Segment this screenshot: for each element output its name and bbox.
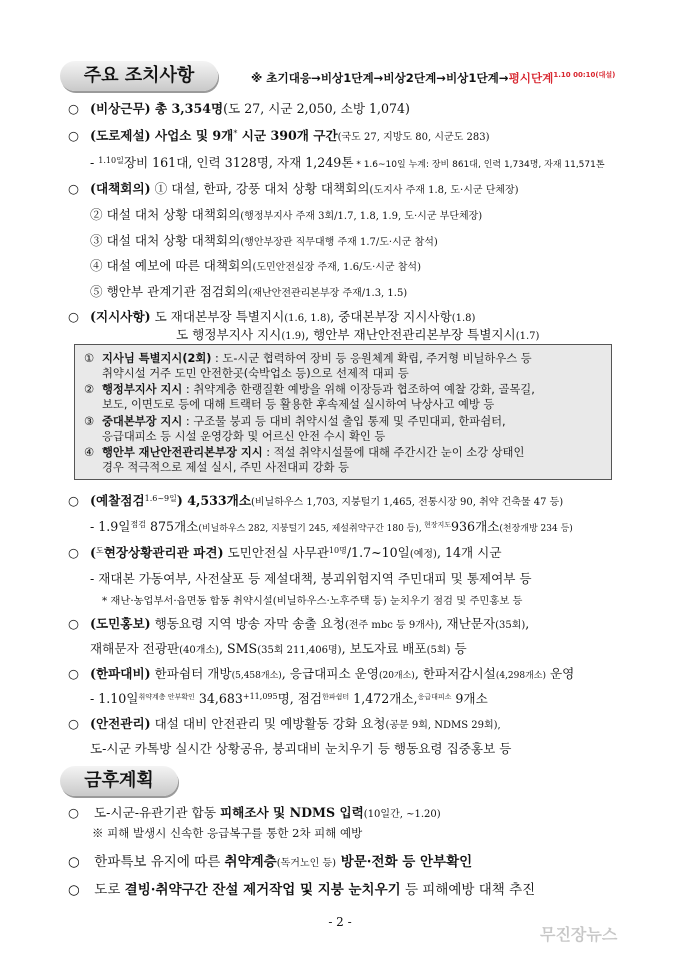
item-emergency-duty: ○ (비상근무) 총 3,354명(도 27, 시군 2,050, 소방 1,074): [68, 101, 410, 116]
field-note: * 재난·농업부서·읍면동 합동 취약시설(비닐하우스·노후주택 등) 눈치우기 점검 및 주민홍보 등: [102, 595, 523, 607]
box-item-1: ① 지사님 특별지시(2회) : 도-시군 협력하여 장비 등 응원체계 확립, 주거형 비닐하우스 등: [84, 352, 532, 365]
box-item-3: ③ 중대본부장 지시 : 구조물 붕괴 등 대비 취약시설 출입 통제 및 주민대피, 한파쉼터,: [84, 415, 506, 428]
item-safety-management: ○ (안전관리) 대설 대비 안전관리 및 예방활동 강화 요청(공문 9회, NDMS 29회),: [68, 716, 501, 731]
box-item-1-cont: 취약시설 거주 도민 안전한곳(숙박업소 등)으로 선제적 대피 등: [102, 367, 409, 380]
item-cold-wave-prep: ○ (한파대비) 한파쉼터 개방(5,458개소), 응급대피소 운영(20개소), 한파저감시설(4,298개소) 운영: [68, 666, 575, 681]
page-number: - 2 -: [328, 915, 352, 929]
meeting-4: ④ 대설 예보에 따른 대책회의(도민안전실장 주재, 1.6/도·시군 참석): [90, 258, 421, 273]
item-patrol-inspection: ○ (예찰점검$^{1.6\sim 9일}$) 4,533개소(비닐하우스 1,703, 지붕털기 1,465, 전통시장 90, 취약 건축물 47 등): [68, 493, 564, 508]
section-title-future-plans: 금후계획: [60, 766, 178, 796]
item-public-promotion: ○ (도민홍보) 행동요령 지역 방송 자막 송출 요청(전주 mbc 등 9개사), 재난문자(35회),: [68, 616, 530, 631]
stage-legend: [251, 70, 615, 86]
item-field-officer-dispatch: ○ ($^도$현장상황관리관 파견) 도민안전실 사무관$^{10명}$/1.7~10일(예정), 14개 시군: [68, 545, 502, 560]
snow-removal-detail: - $^{1.10일}$장비 161대, 인력 3128명, 자재 1,249톤 * 1.6~10일 누계: 장비 861대, 인력 1,734명, 자재 11,571톤: [90, 155, 605, 170]
watermark: 무진장뉴스: [540, 925, 618, 944]
legend-date: 1.10 00:10(대설): [553, 71, 616, 80]
legend-prefix: ※ 초기대응→비상1단계→비상2단계→비상1단계→: [251, 71, 509, 85]
meeting-2: ② 대설 대처 상황 대책회의(행정부지사 주재 3회/1.7, 1.8, 1.9, 도·시군 부단체장): [90, 207, 483, 222]
item-instructions: ○ (지시사항) 도 재대본부장 특별지시(1.6, 1.8), 중대본부장 지시사항(1.8): [68, 309, 476, 324]
item-road-snow-removal: ○ (도로제설) 사업소 및 9개* 시군 390개 구간(국도 27, 지방도 80, 시군도 283): [68, 128, 490, 143]
item-countermeasure-meeting: ○ (대책회의) ① 대설, 한파, 강풍 대처 상황 대책회의(도지사 주재 1.8, 도·시군 단체장): [68, 181, 519, 196]
box-item-4-cont: 경우 적극적으로 제설 실시, 주민 사전대피 강화 등: [102, 461, 349, 474]
box-item-4: ④ 행안부 재난안전관리본부장 지시 : 적설 취약시설물에 대해 주간시간 눈이 소강 상태인: [84, 446, 525, 459]
field-detail: - 재대본 가동여부, 사전살포 등 제설대책, 붕괴위험지역 주민대피 및 통제여부 등: [90, 571, 532, 586]
promotion-line2: 재해문자 전광판(40개소), SMS(35회 211,406명), 보도자료 배포(5회) 등: [90, 641, 467, 656]
box-item-2-cont: 보도, 이면도로 등에 대해 트랙터 등 활용한 후속제설 실시하여 낙상사고 예방 등: [102, 398, 495, 411]
meeting-5: ⑤ 행안부 관계기관 점검회의(재난안전관리본부장 주재/1.3, 1.5): [90, 284, 408, 299]
plan-item-vulnerable-check: ○ 한파특보 유지에 따른 취약계층(독거노인 등) 방문·전화 등 안부확인: [68, 854, 473, 870]
plan-item-damage-survey: ○ 도-시군-유관기관 합동 피해조사 및 NDMS 입력(10일간, ~1.20): [68, 805, 441, 820]
meeting-3: ③ 대설 대처 상황 대책회의(행안부장관 직무대행 주재 1.7/도·시군 참석): [90, 233, 438, 248]
instructions-line2: 도 행정부지사 지시(1.9), 행안부 재난안전관리본부장 특별지시(1.7): [176, 327, 540, 342]
patrol-detail: - 1.9일$^{점검}$ 875개소(비닐하우스 282, 지붕털기 245, 제설취약구간 180 등), $^{현장지도}$936개소(천장개방 234 등): [90, 519, 573, 534]
box-item-2: ② 행정부지사 지시 : 취약계층 한랭질환 예방을 위해 이장등과 협조하여 예찰 강화, 골목길,: [84, 383, 535, 396]
safety-line2: 도-시군 카톡방 실시간 상황공유, 붕괴대비 눈치우기 등 행동요령 집중홍보 등: [90, 741, 512, 756]
plan-item-ice-removal: ○ 도로 결빙·취약구간 잔설 제거작업 및 지붕 눈치우기 등 피해예방 대책 추진: [68, 882, 536, 898]
plan-note: ※ 피해 발생시 신속한 응급복구를 통한 2차 피해 예방: [92, 826, 363, 840]
box-item-3-cont: 응급대피소 등 시설 운영강화 및 어르신 안전 수시 확인 등: [102, 430, 386, 443]
cold-wave-detail: - 1.10일$^{취약계층 안부확인}$ $34,683^{+11,095}$명, 점검$^{한파쉼터}$ 1,472개소,$^{응급대피소}$ 9개소: [90, 691, 488, 706]
section-title-main-actions: 주요 조치사항: [60, 61, 218, 91]
legend-current-stage: 평시단계: [508, 71, 554, 85]
